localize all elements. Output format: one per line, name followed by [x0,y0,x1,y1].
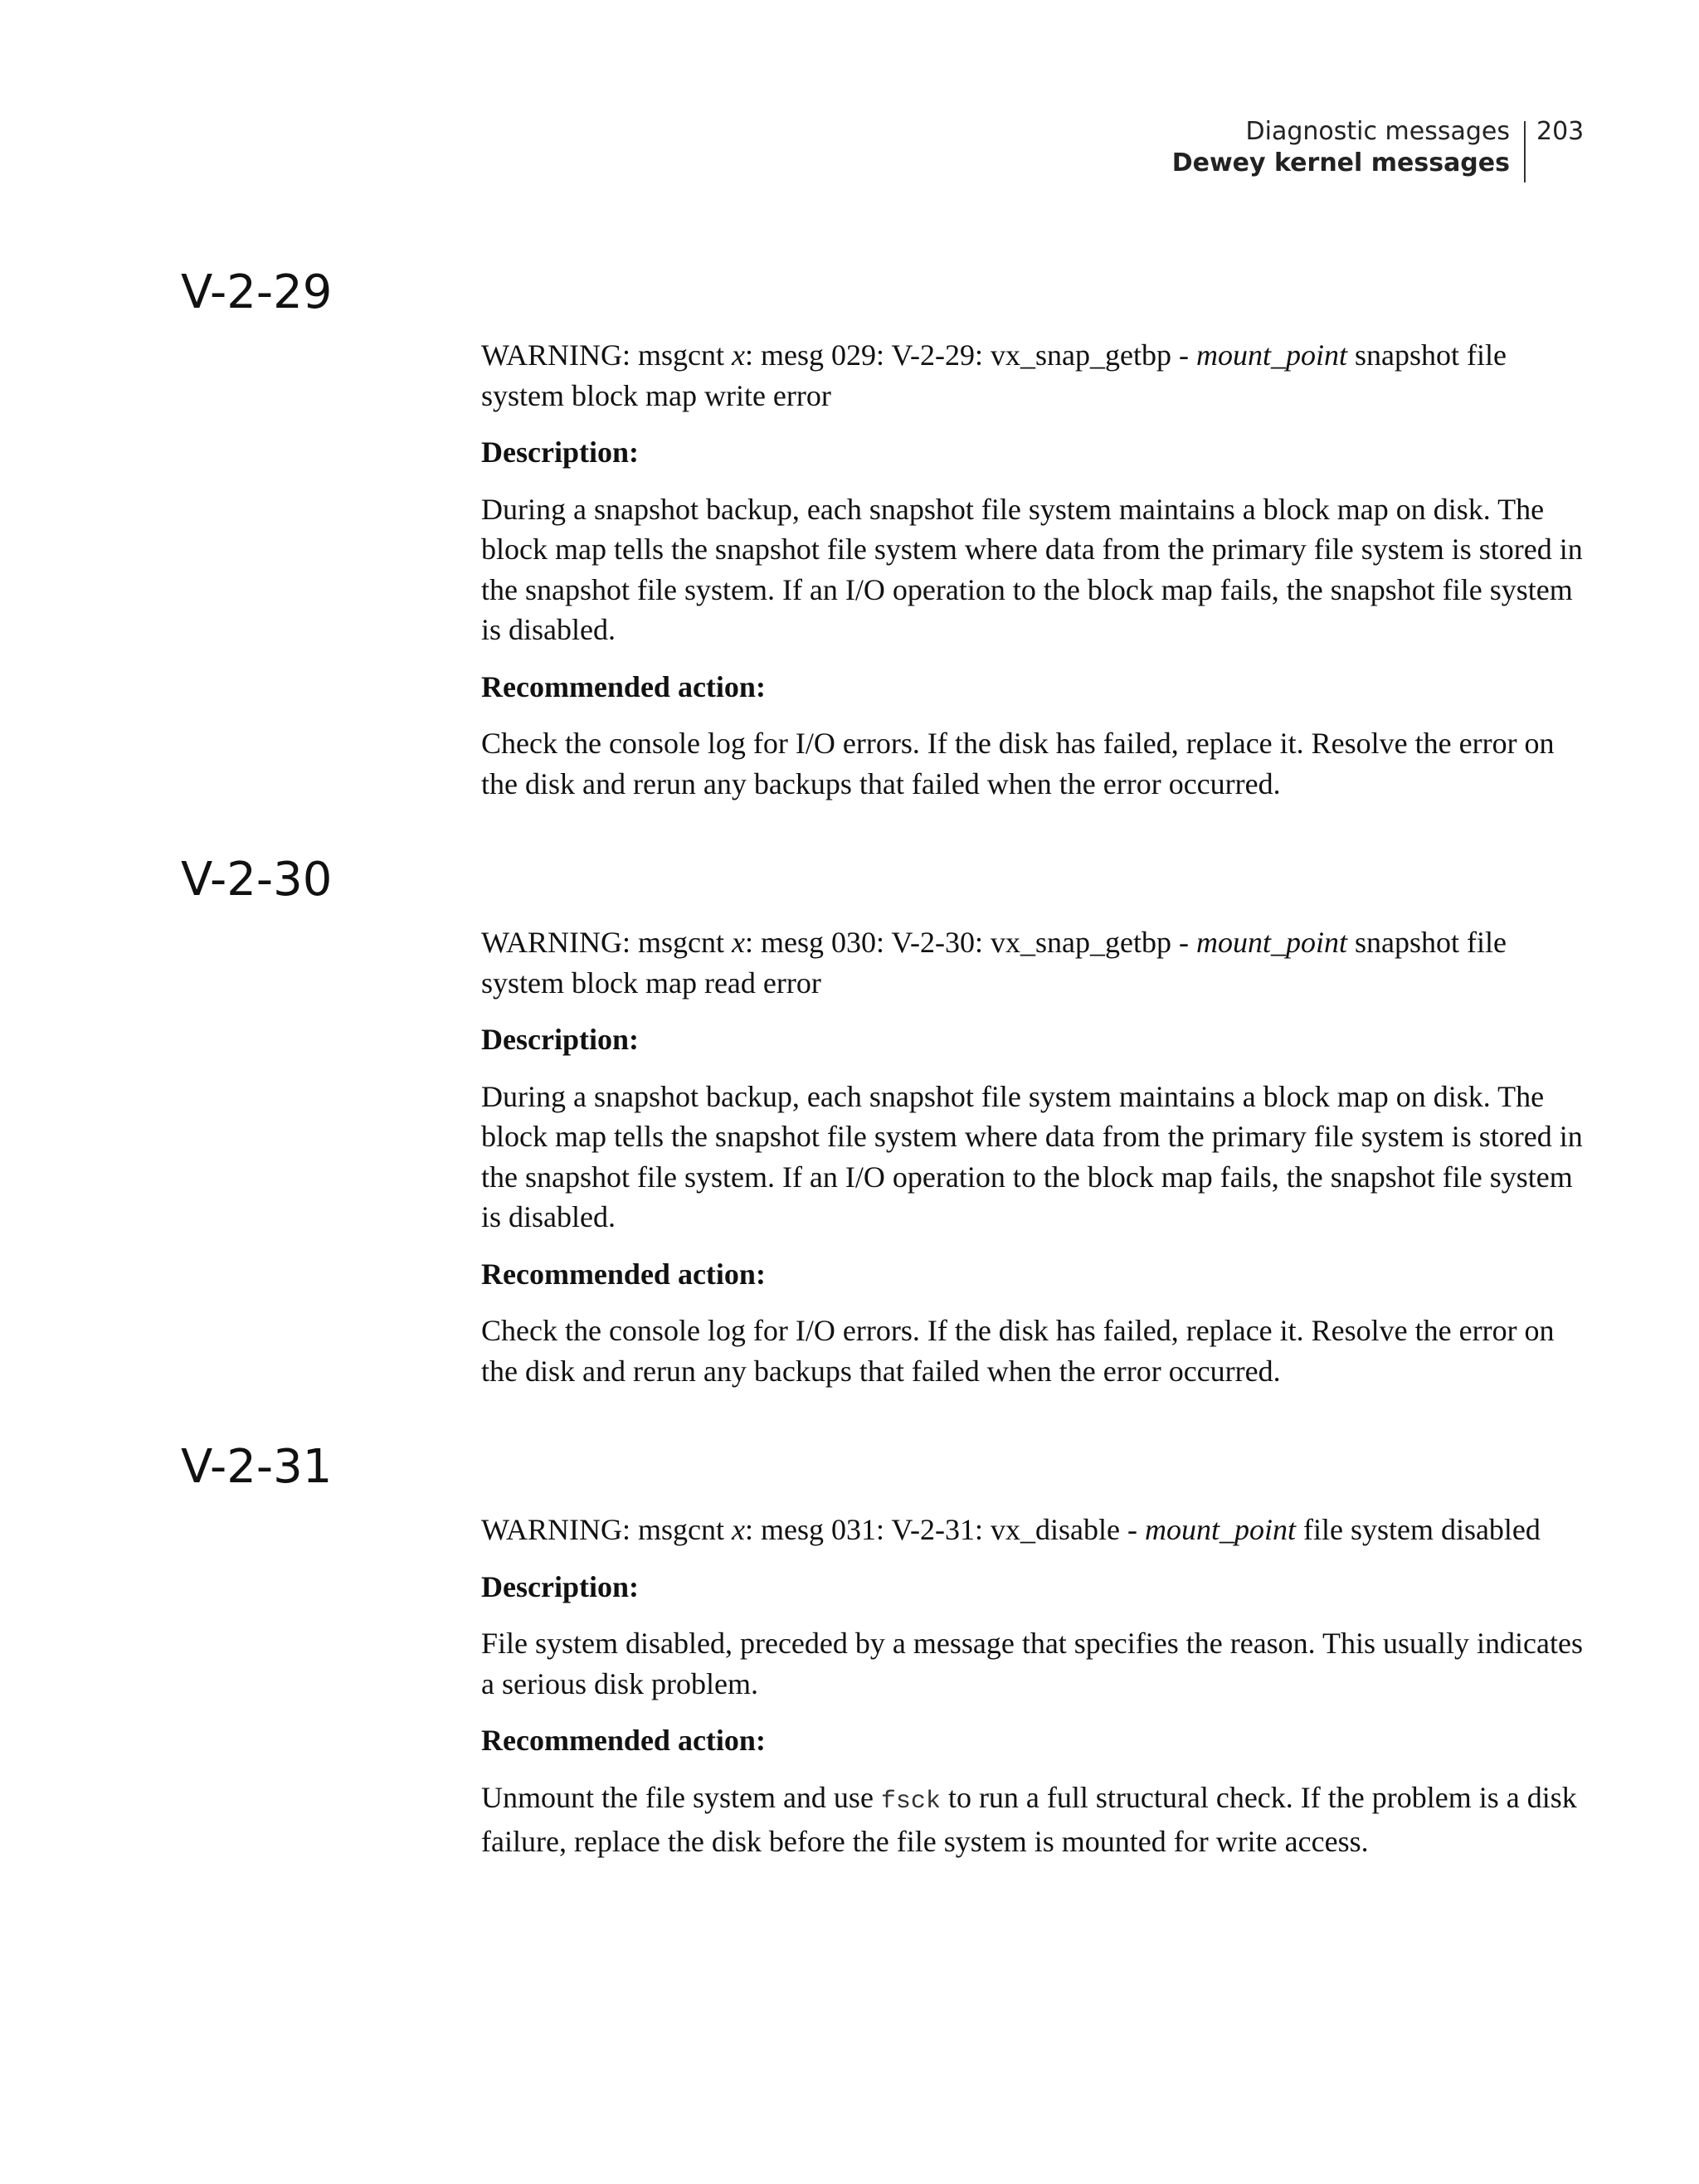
recommended-action-label: Recommended action: [481,669,766,703]
header-divider [1524,121,1526,182]
warning-message: WARNING: msgcnt x: mesg 030: V-2-30: vx_snap_getbp - mount_point snapshot file system block map read error [481,926,1507,1000]
description-label: Description: [481,1023,639,1056]
entry-body-v-2-30 [481,922,1593,1391]
description-text: During a snapshot backup, each snapshot file system maintains a block map on disk. The block map tells the snapshot file system where data from the primary file system is stored in the snapshot file system. If an I/O operation to the block map fails, the snapshot file system is disabled. [481,1079,1583,1233]
fsck-command: fsck [880,1787,941,1816]
recommended-action-text: Unmount the file system and use fsck to run a full structural check. If the problem is a disk failure, replace the disk before the file system is mounted for write access. [481,1780,1577,1858]
entry-heading-v-2-31: V-2-31 [181,1440,333,1494]
entry-heading-v-2-30: V-2-30 [181,853,333,907]
warning-message: WARNING: msgcnt x: mesg 031: V-2-31: vx_disable - mount_point file system disabled [481,1513,1541,1546]
recommended-action-text: Check the console log for I/O errors. If the disk has failed, replace it. Resolve the error on the disk and rerun any backups that failed when the error occurred. [481,727,1555,800]
recommended-action-text: Check the console log for I/O errors. If the disk has failed, replace it. Resolve the error on the disk and rerun any backups that failed when the error occurred. [481,1314,1555,1388]
entry-body-v-2-29 [481,335,1593,804]
description-label: Description: [481,435,639,469]
running-header [1012,116,1510,179]
section-title: Dewey kernel messages [1171,148,1510,178]
warning-message: WARNING: msgcnt x: mesg 029: V-2-29: vx_snap_getbp - mount_point snapshot file system block map write error [481,338,1507,412]
description-text: File system disabled, preceded by a message that specifies the reason. This usually indicates a serious disk problem. [481,1627,1583,1700]
entry-heading-v-2-29: V-2-29 [181,265,333,319]
entry-body-v-2-31 [481,1510,1593,1862]
page-number: 203 [1536,117,1585,146]
description-text: During a snapshot backup, each snapshot file system maintains a block map on disk. The block map tells the snapshot file system where data from the primary file system is stored in the snapshot file system. If an I/O operation to the block map fails, the snapshot file system is disabled. [481,492,1583,646]
recommended-action-label: Recommended action: [481,1724,766,1757]
chapter-title: Diagnostic messages [1245,117,1510,146]
recommended-action-label: Recommended action: [481,1257,766,1291]
description-label: Description: [481,1569,639,1603]
